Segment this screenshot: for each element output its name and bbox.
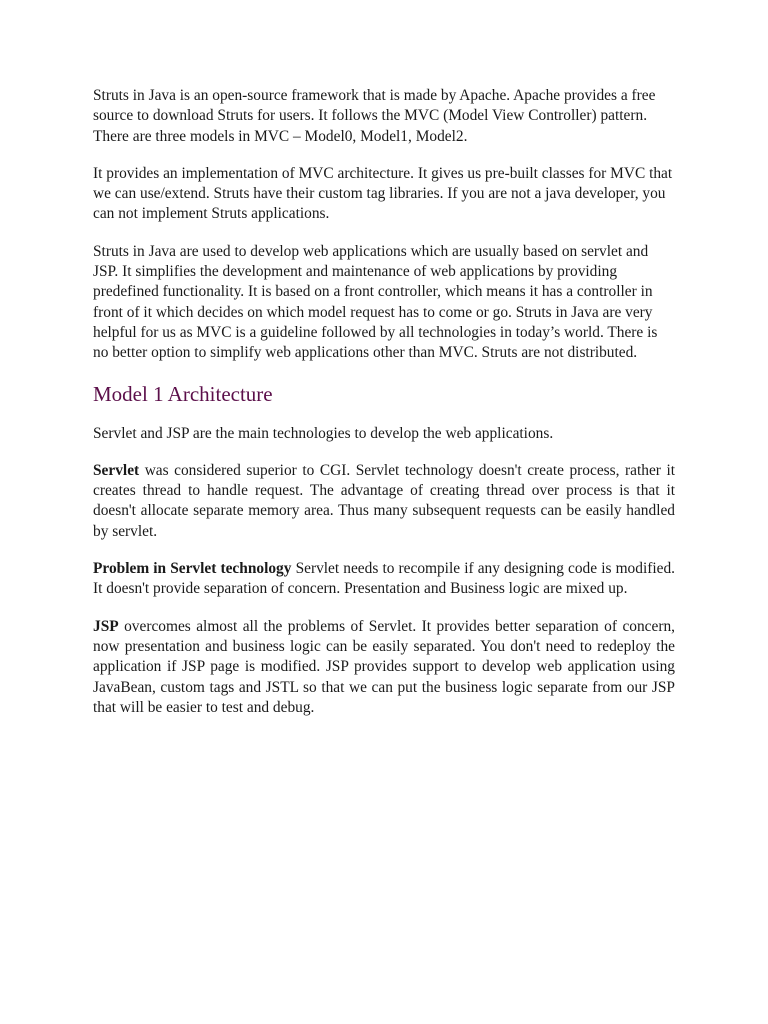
servlet-lead: Servlet [93, 461, 140, 479]
section-intro: Servlet and JSP are the main technologies to develop the web applications. [93, 424, 554, 442]
servlet-paragraph [93, 461, 675, 542]
jsp-text: overcomes almost all the problems of Servlet. It provides better separation of concern, now presentation and business logic can be easily separated. You don't need to redeploy the application if JSP page is modified. JSP provides support to develop web application using JavaBean, custom tags and JSTL so that we can put the business logic separate from our JSP that will be easier to test and debug. [93, 617, 675, 716]
jsp-lead: JSP [93, 617, 119, 635]
problem-text: Servlet needs to recompile if any designing code is modified. It doesn't provide separation of concern. Presentation and Business logic are mixed up. [93, 560, 675, 598]
problem-lead: Problem in Servlet technology [93, 560, 292, 578]
intro-paragraph-3: Struts in Java are used to develop web applications which are usually based on servlet and JSP. It simplifies the development and maintenance of web applications by providing predefined functionality. It is based on a front controller, which means it has a controller in front of it which decides on which model request has to come or go. Struts in Java are very helpful for us as MVC is a guideline followed by all technologies in today’s world. There is no better option to simplify web applications other than MVC. Struts are not distributed. [93, 242, 658, 362]
servlet-text: was considered superior to CGI. Servlet technology doesn't create process, rather it creates thread to handle request. The advantage of creating thread over process is that it doesn't allocate separate memory area. Thus many subsequent requests can be easily handled by servlet. [93, 461, 675, 540]
section-heading: Model 1 Architecture [93, 381, 273, 406]
jsp-paragraph [93, 617, 675, 718]
document-page [93, 86, 675, 735]
intro-paragraph-2: It provides an implementation of MVC architecture. It gives us pre-built classes for MVC that we can use/extend. Struts have their custom tag libraries. If you are not a java developer, you can not implement Struts applications. [93, 164, 673, 223]
problem-paragraph [93, 559, 675, 600]
intro-paragraph-1: Struts in Java is an open-source framework that is made by Apache. Apache provides a free source to download Struts for users. It follows the MVC (Model View Controller) pattern. There are three models in MVC – Model0, Model1, Model2. [93, 87, 656, 145]
